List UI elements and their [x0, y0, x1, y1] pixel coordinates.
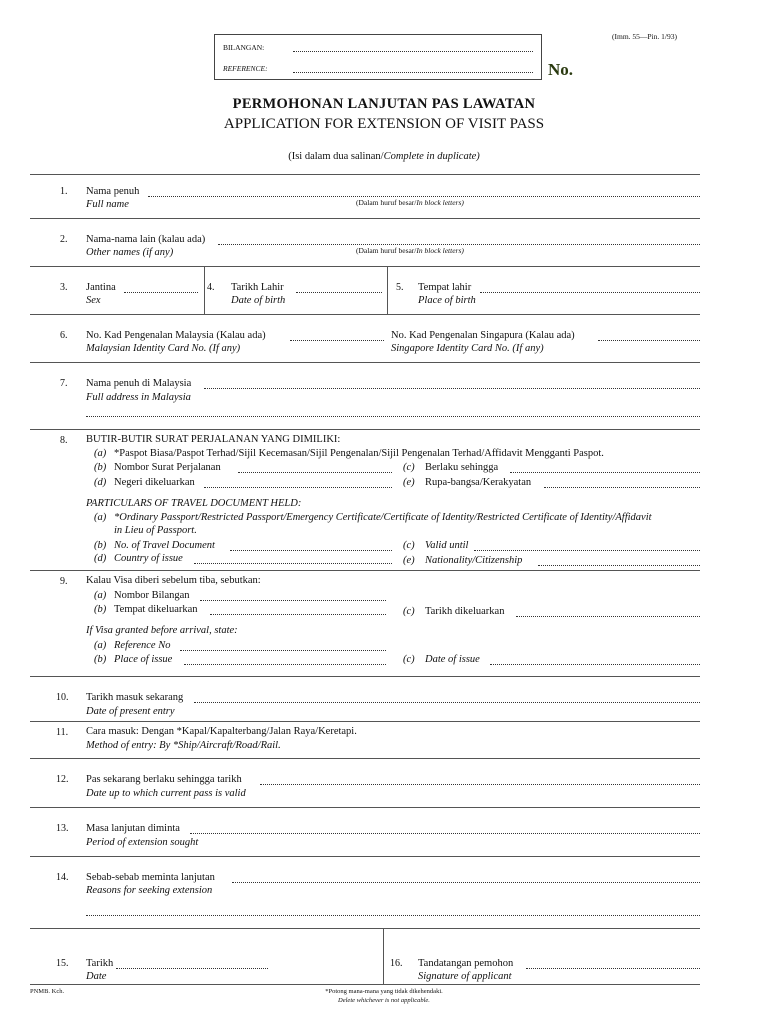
full-name-sublabel: Full name — [86, 199, 129, 210]
item-number: 7. — [60, 378, 68, 389]
reference-field[interactable] — [293, 72, 533, 73]
item-number: 12. — [56, 774, 69, 785]
full-name-field[interactable] — [148, 196, 700, 197]
item-number: 13. — [56, 823, 69, 834]
visa-date-label-malay: Tarikh dikeluarkan — [425, 606, 505, 617]
item-number: 4. — [207, 282, 215, 293]
pass-valid-field[interactable] — [260, 784, 700, 785]
entry-method-label[interactable]: Cara masuk: Dengan *Kapal/Kapalterbang/Jalan Raya/Keretapi. — [86, 726, 357, 737]
title-malay: PERMOHONAN LANJUTAN PAS LAWATAN — [232, 96, 536, 112]
marker: (e) — [403, 477, 415, 488]
dob-field[interactable] — [296, 292, 382, 293]
sex-label: Jantina — [86, 282, 116, 293]
other-names-label: Nama-nama lain (kalau ada) — [86, 234, 206, 245]
full-name-label: Nama penuh — [86, 186, 140, 197]
title-english: APPLICATION FOR EXTENSION OF VISIT PASS — [223, 116, 545, 132]
printer-mark: PNMB. Kch. — [30, 988, 65, 995]
signature-label: Tandatangan pemohon — [418, 958, 514, 969]
divider — [30, 429, 700, 430]
other-names-sublabel: Other names (if any) — [86, 247, 174, 258]
visa-place-label-english: Place of issue — [114, 654, 173, 665]
address-sublabel: Full address in Malaysia — [86, 392, 191, 403]
pass-valid-label: Pas sekarang berlaku sehingga tarikh — [86, 774, 242, 785]
visa-date-field-en[interactable] — [490, 664, 700, 665]
travel-doc-heading-english: PARTICULARS OF TRAVEL DOCUMENT HELD: — [86, 498, 302, 509]
pob-label: Tempat lahir — [418, 282, 472, 293]
date-field[interactable] — [116, 968, 268, 969]
marker: (b) — [94, 540, 107, 551]
nationality-field[interactable] — [544, 487, 700, 488]
duplicate-instruction-malay: (Isi dalam dua salinan/ — [288, 151, 384, 162]
extension-period-label: Masa lanjutan diminta — [86, 823, 180, 834]
sg-ic-label: No. Kad Pengenalan Singapura (Kalau ada) — [391, 330, 575, 341]
date-sublabel: Date — [86, 971, 107, 982]
form-code: (Imm. 55—Pin. 1/93) — [612, 32, 677, 41]
footer-note-malay: *Potong mana-mana yang tidak dikehendaki. — [325, 988, 443, 995]
divider — [30, 266, 700, 267]
entry-date-sublabel: Date of present entry — [86, 706, 175, 717]
dob-label: Tarikh Lahir — [231, 282, 284, 293]
sex-field[interactable] — [124, 292, 198, 293]
visa-ref-label-english: Reference No — [114, 640, 171, 651]
marker: (a) — [94, 640, 107, 651]
marker: (c) — [403, 540, 415, 551]
item-number: 10. — [56, 692, 69, 703]
block-letters-note: (Dalam huruf besar/In block letters) — [356, 198, 464, 207]
item-number: 2. — [60, 234, 68, 245]
no-label: No. — [548, 60, 574, 79]
visa-ref-field-en[interactable] — [180, 650, 386, 651]
country-issue-field-en[interactable] — [194, 563, 392, 564]
divider — [30, 984, 700, 985]
country-issue-label-malay: Negeri dikeluarkan — [114, 477, 195, 488]
marker: (d) — [94, 477, 107, 488]
travel-doc-type-malay: *Paspot Biasa/Paspot Terhad/Sijil Kecemasan/Sijil Pengenalan/Sijil Pengenalan Terhad/Affidavit Mengganti Paspot. — [114, 448, 604, 459]
divider — [30, 928, 700, 929]
divider — [30, 314, 700, 315]
valid-until-field-en[interactable] — [474, 550, 700, 551]
marker: (b) — [94, 604, 107, 615]
item-number: 1. — [60, 186, 68, 197]
divider — [204, 266, 205, 314]
pob-sublabel: Place of birth — [418, 295, 476, 306]
marker: (b) — [94, 654, 107, 665]
my-ic-sublabel: Malaysian Identity Card No. (If any) — [86, 343, 241, 354]
valid-until-label-malay: Berlaku sehingga — [425, 462, 499, 473]
duplicate-instruction — [0, 151, 768, 162]
sex-sublabel: Sex — [86, 295, 101, 306]
visa-ref-label-malay: Nombor Bilangan — [114, 590, 190, 601]
divider — [387, 266, 388, 314]
marker: (a) — [94, 590, 107, 601]
reference-label: REFERENCE: — [223, 64, 268, 73]
marker: (b) — [94, 462, 107, 473]
visa-heading-malay: Kalau Visa diberi sebelum tiba, sebutkan: — [86, 575, 261, 586]
divider — [30, 856, 700, 857]
travel-doc-type-english: *Ordinary Passport/Restricted Passport/Emergency Certificate/Certificate of Identity/Restricted Certificate of Identity/Affidavit — [114, 512, 652, 523]
entry-date-label: Tarikh masuk sekarang — [86, 692, 184, 703]
travel-doc-number-label-malay: Nombor Surat Perjalanan — [114, 462, 221, 473]
pob-field[interactable] — [480, 292, 700, 293]
travel-doc-number-field[interactable] — [238, 472, 392, 473]
divider — [30, 758, 700, 759]
extension-period-field[interactable] — [190, 833, 700, 834]
valid-until-field[interactable] — [510, 472, 700, 473]
divider — [30, 174, 700, 175]
country-issue-label-english: Country of issue — [114, 553, 183, 564]
item-number: 9. — [60, 576, 68, 587]
visa-place-label-malay: Tempat dikeluarkan — [114, 604, 198, 615]
other-names-field[interactable] — [218, 244, 700, 245]
divider — [30, 570, 700, 571]
date-label: Tarikh — [86, 958, 114, 969]
marker: (a) — [94, 512, 107, 523]
visa-ref-field[interactable] — [200, 600, 386, 601]
divider — [30, 721, 700, 722]
country-issue-field[interactable] — [204, 487, 392, 488]
bilangan-label: BILANGAN: — [223, 43, 265, 52]
marker: (c) — [403, 606, 415, 617]
visa-date-label-english: Date of issue — [425, 654, 480, 665]
divider — [30, 362, 700, 363]
marker: (a) — [94, 448, 107, 459]
divider — [30, 676, 700, 677]
signature-field[interactable] — [526, 968, 700, 969]
duplicate-instruction-english: Complete in duplicate) — [383, 151, 480, 162]
visa-place-field[interactable] — [210, 614, 386, 615]
nationality-label-malay: Rupa-bangsa/Kerakyatan — [425, 477, 532, 488]
dob-sublabel: Date of birth — [231, 295, 286, 306]
address-field-line2[interactable] — [86, 416, 700, 417]
visa-heading-english: If Visa granted before arrival, state: — [86, 625, 238, 636]
item-number: 8. — [60, 435, 68, 446]
block-letters-note: (Dalam huruf besar/In block letters) — [356, 246, 464, 255]
divider — [383, 928, 384, 984]
footer-note-english: Delete whichever is not applicable. — [338, 997, 430, 1004]
reasons-field-line2[interactable] — [86, 915, 700, 916]
entry-date-field[interactable] — [194, 702, 700, 703]
valid-until-label-english: Valid until — [425, 540, 469, 551]
reasons-field[interactable] — [232, 882, 700, 883]
item-number: 15. — [56, 958, 69, 969]
marker: (e) — [403, 555, 415, 566]
bilangan-field[interactable] — [293, 51, 533, 52]
nationality-field-en[interactable] — [538, 565, 700, 566]
travel-doc-heading-malay: BUTIR-BUTIR SURAT PERJALANAN YANG DIMILIKI: — [86, 434, 341, 445]
sg-ic-sublabel: Singapore Identity Card No. (If any) — [391, 343, 544, 354]
item-number: 5. — [396, 282, 404, 293]
address-label: Nama penuh di Malaysia — [86, 378, 192, 389]
travel-doc-type-english-cont: in Lieu of Passport. — [114, 525, 197, 536]
travel-doc-number-field-en[interactable] — [230, 550, 392, 551]
item-number: 14. — [56, 872, 69, 883]
reasons-label: Sebab-sebab meminta lanjutan — [86, 872, 215, 883]
item-number: 16. — [390, 958, 403, 969]
my-ic-field[interactable] — [290, 340, 384, 341]
marker: (d) — [94, 553, 107, 564]
item-number: 6. — [60, 330, 68, 341]
marker: (c) — [403, 654, 415, 665]
reference-box — [214, 34, 542, 80]
signature-sublabel: Signature of applicant — [418, 971, 512, 982]
extension-period-sublabel: Period of extension sought — [86, 837, 199, 848]
entry-method-sublabel[interactable]: Method of entry: By *Ship/Aircraft/Road/Rail. — [86, 740, 281, 751]
marker: (c) — [403, 462, 415, 473]
address-field[interactable] — [204, 388, 700, 389]
divider — [30, 807, 700, 808]
travel-doc-number-label-english: No. of Travel Document — [114, 540, 215, 551]
reasons-sublabel: Reasons for seeking extension — [86, 885, 213, 896]
visa-place-field-en[interactable] — [184, 664, 386, 665]
item-number: 11. — [56, 727, 69, 738]
item-number: 3. — [60, 282, 68, 293]
divider — [30, 218, 700, 219]
sg-ic-field[interactable] — [598, 340, 700, 341]
pass-valid-sublabel: Date up to which current pass is valid — [86, 788, 246, 799]
visa-date-field[interactable] — [516, 616, 700, 617]
my-ic-label: No. Kad Pengenalan Malaysia (Kalau ada) — [86, 330, 266, 341]
nationality-label-english: Nationality/Citizenship — [425, 555, 523, 566]
